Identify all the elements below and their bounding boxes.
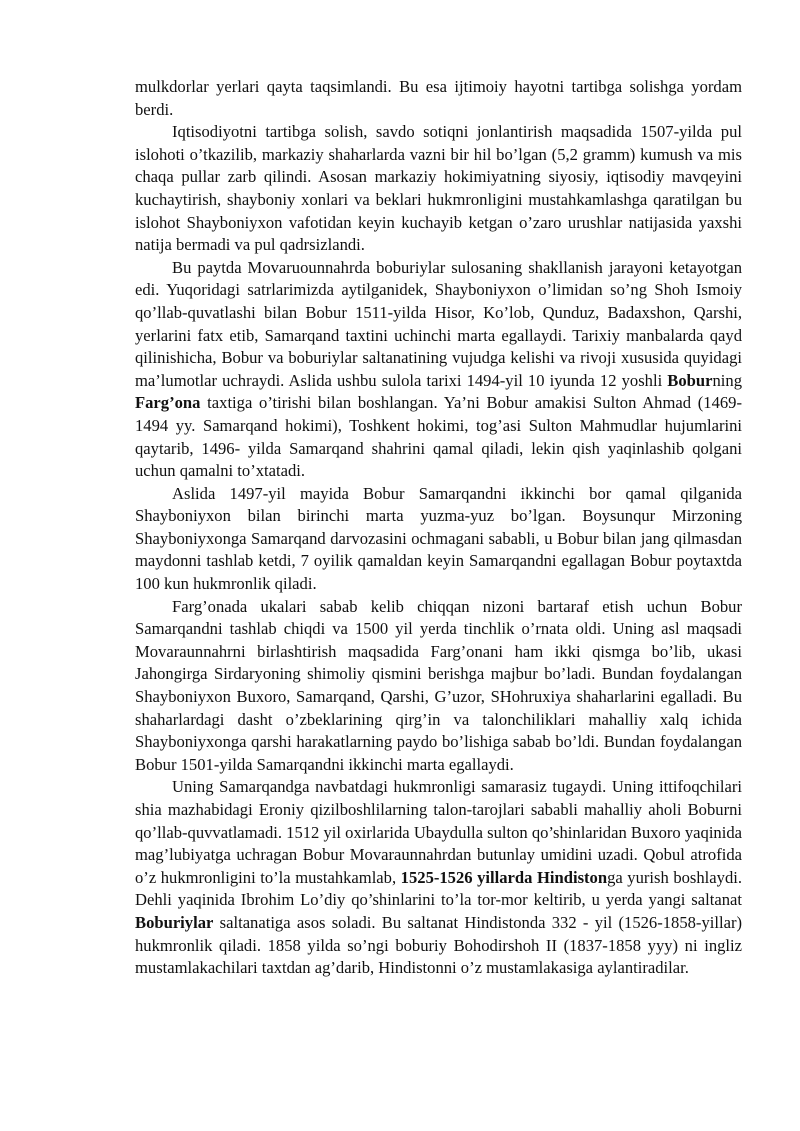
paragraph-3 [135,257,742,483]
bold-text-hindiston: 1525-1526 yillarda Hindiston [400,867,608,887]
bold-text-bobur: Bobur [667,370,713,390]
bold-text-boburiylar: Boburiylar [135,912,214,932]
text-segment: ning [712,370,742,390]
text-segment: saltanatiga asos soladi. Bu saltanat Hindistonda 332 - yil (1526-1858-yillar) hukmronlik qiladi. 1858 yilda so’ngi boburiy Bohodirshoh II (1837-1858 yyy) ni ingliz mustamlakachilari taxtdan ag’darib, Hindistonni o’z mustamlakasiga aylantiradilar. [135,912,742,978]
document-page [135,76,742,980]
text-segment: taxtiga o’tirishi bilan boshlangan. Ya’ni Bobur amakisi Sulton Ahmad (1469-1494 yy. Samarqand hokimi), Toshkent hokimi, tog’asi Sulton Mahmudlar hujumlarini qaytarib, 1496- yilda Samarqand shahrini qamal qiladi, lekin qish yaqinlashib qolgani uchun qamalni to’xtatadi. [135,393,742,481]
text-segment: Iqtisodiyotni tartibga solish, savdo sotiqni jonlantirish maqsadida 1507-yilda pul islohoti o’tkazilib, markaziy shaharlarda vazni bir hil bo’lgan (5,2 gramm) kumush va mis chaqa pullar zarb qilindi. Asosan markaziy hokimiyatning siyosiy, iqtisodiy mavqeyini kuchaytirish, shayboniy xonlari va beklari hukmronligini mustahkamlashga qaratilgan bu islohot Shayboniyxon vafotidan keyin kuchayib ketgan o’zaro urushlar natijasida yaxshi natija bermadi va pul qadrsizlandi. [135,122,742,255]
bold-text-fargona: Farg’ona [135,393,201,413]
paragraph-4 [135,483,742,596]
paragraph-1 [135,76,742,121]
text-segment: Uning Samarqandga navbatdagi hukmronligi samarasiz tugaydi. Uning ittifoqchilari shia mazhabidagi Eroniy qizilboshlilarning talon-tarojlari sababli mahalliy aholi Boburni qo’llab-quvvatlamadi. 1512 yil oxirlarida Ubaydulla sulton qo’shinlaridan Buxoro yaqinida mag’lubiyatga uchragan Bobur Movaraunnahrdan butunlay umidini uzadi. Qobul atrofida o’z hukmronligini to’la mustahkamlab, [135,777,742,887]
paragraph-6 [135,776,742,979]
paragraph-5 [135,596,742,777]
text-segment: Farg’onada ukalari sabab kelib chiqqan nizoni bartaraf etish uchun Bobur Samarqandni tashlab chiqdi va 1500 yil yerda tinchlik o’rnata oldi. Uning asl maqsadi Movaraunnahrni birlashtirish maqsadida Farg’onani ham ikki qismga bo’lib, ukasi Jahongirga Sirdaryoning shimoliy qismini berishga majbur bo’ladi. Bundan foydalangan Shayboniyxon Buxoro, Samarqand, Qarshi, G’uzor, SHohruxiya shaharlarini egalladi. Bu shaharlardagi dasht o’zbeklarining qirg’in va talonchiliklari mahalliy xalq ichida Shayboniyxonga qarshi harakatlarning paydo bo’lishiga sabab bo’ldi. Bundan foydalangan Bobur 1501-yilda Samarqandni ikkinchi marta egallaydi. [135,596,742,774]
text-segment: Bu paytda Movaruounnahrda boburiylar sulosaning shakllanish jarayoni ketayotgan edi. Yuqoridagi satrlarimizda aytilganidek, Shayboniyxon o’limidan so’ng Shoh Ismoiy qo’llab-quvatlashi bilan Bobur 1511-yilda Hisor, Ko’lob, Qunduz, Badaxshon, Qarshi, yerlarini fatx etib, Samarqand taxtini uchinchi marta egallaydi. Tarixiy manbalarda qayd qilinishicha, Bobur va boburiylar saltanatining vujudga kelishi va rivoji xususida quyidagi ma’lumotlar uchraydi. Aslida ushbu sulola tarixi 1494-yil 10 iyunda 12 yoshli [135,257,742,390]
text-segment: ga yurish boshlaydi. Dehli yaqinida Ibrohim Lo’diy qo’shinlarini to’la tor-mor keltirib, u yerda yangi saltanat [135,867,742,910]
paragraph-2 [135,121,742,257]
text-segment: Aslida 1497-yil mayida Bobur Samarqandni ikkinchi bor qamal qilganida Shayboniyxon bilan birinchi marta yuzma-yuz bo’lgan. Boysunqur Mirzoning Shayboniyxonga Samarqand darvozasini ochmagani sababli, u Bobur bilan jang qilmasdan maydonni tashlab ketdi, 7 oyilik qamaldan keyin Samarqandni egallagan Bobur poytaxtda 100 kun hukmronlik qiladi. [135,483,742,594]
text-segment: mulkdorlar yerlari qayta taqsimlandi. Bu esa ijtimoiy hayotni tartibga solishga yordam berdi. [135,77,742,119]
